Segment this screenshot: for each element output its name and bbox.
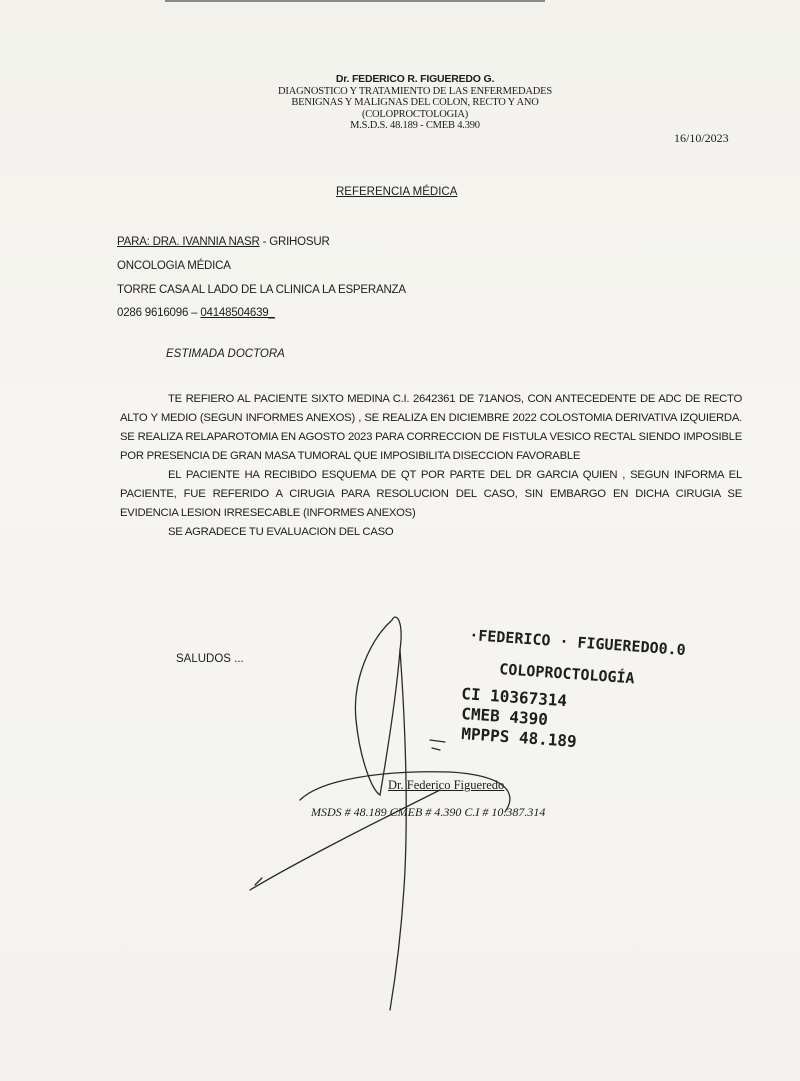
body-paragraph-3: SE AGRADECE TU EVALUACION DEL CASO <box>168 526 394 538</box>
recipient-line-3: TORRE CASA AL LADO DE LA CLINICA LA ESPERANZA <box>117 284 406 296</box>
letterhead-line-4: M.S.D.S. 48.189 - CMEB 4.390 <box>350 120 480 131</box>
recipient-name: PARA: DRA. IVANNIA NASR <box>117 236 260 248</box>
stamp-line-3: CI 10367314 <box>460 684 568 711</box>
signature-credentials: MSDS # 48.189 CMEB # 4.390 C.I # 10.387.314 <box>311 805 546 819</box>
greeting: ESTIMADA DOCTORA <box>166 348 285 360</box>
letterhead-line-1: DIAGNOSTICO Y TRATAMIENTO DE LAS ENFERMEDADES <box>278 85 552 97</box>
letterhead-line-3: (COLOPROCTOLOGIA) <box>361 108 469 120</box>
stamp-line-5: MPPPS 48.189 <box>460 724 578 752</box>
letter-date: 16/10/2023 <box>674 131 729 145</box>
signature-name: Dr. Federico Figueredo <box>388 778 505 792</box>
document-title: REFERENCIA MÉDICA <box>336 186 458 198</box>
recipient-phone-1: 0286 9616096 – <box>117 307 201 319</box>
body-paragraph-2: EL PACIENTE HA RECIBIDO ESQUEMA DE QT POR PARTE DEL DR GARCIA QUIEN , SEGUN INFORMA EL PACIENTE, FUE REFERIDO A CIRUGIA PARA RESOLUCION DEL CASO, SIN EMBARGO EN DICHA CIRUGIA SE EVIDENCIA LESION IRRESECABLE (INFORMES ANEXOS) <box>120 469 742 519</box>
stamp-line-4: CMEB 4390 <box>460 704 549 730</box>
doctor-stamp <box>460 626 720 761</box>
body-paragraph-1: TE REFIERO AL PACIENTE SIXTO MEDINA C.I. 2642361 DE 71ANOS, CON ANTECEDENTE DE ADC DE RECTO ALTO Y MEDIO (SEGUN INFORMES ANEXOS) , SE REALIZA EN DICIEMBRE 2022 COLOSTOMIA DERIVATIVA IZQUIERDA. SE REALIZA RELAPAROTOMIA EN AGOSTO 2023 PARA CORRECCION DE FISTULA VESICO RECTAL SIENDO IMPOSIBLE POR PRESENCIA DE GRAN MASA TUMORAL QUE IMPOSIBILITA DISECCION FAVORABLE <box>120 393 742 462</box>
stamp-line-2: COLOPROCTOLOGÍA <box>498 660 636 688</box>
stamp-line-1: ·FEDERICO · FIGUEREDO0.0 <box>468 626 687 660</box>
closing: SALUDOS ... <box>176 653 244 665</box>
recipient-org: - GRIHOSUR <box>259 236 330 248</box>
letterhead-doctor-name: Dr. FEDERICO R. FIGUEREDO G. <box>335 73 495 85</box>
recipient-line-2: ONCOLOGIA MÉDICA <box>117 260 231 272</box>
letterhead-line-2: BENIGNAS Y MALIGNAS DEL COLON, RECTO Y ANO <box>291 97 539 108</box>
recipient-phone-2: 04148504639_ <box>200 307 275 319</box>
